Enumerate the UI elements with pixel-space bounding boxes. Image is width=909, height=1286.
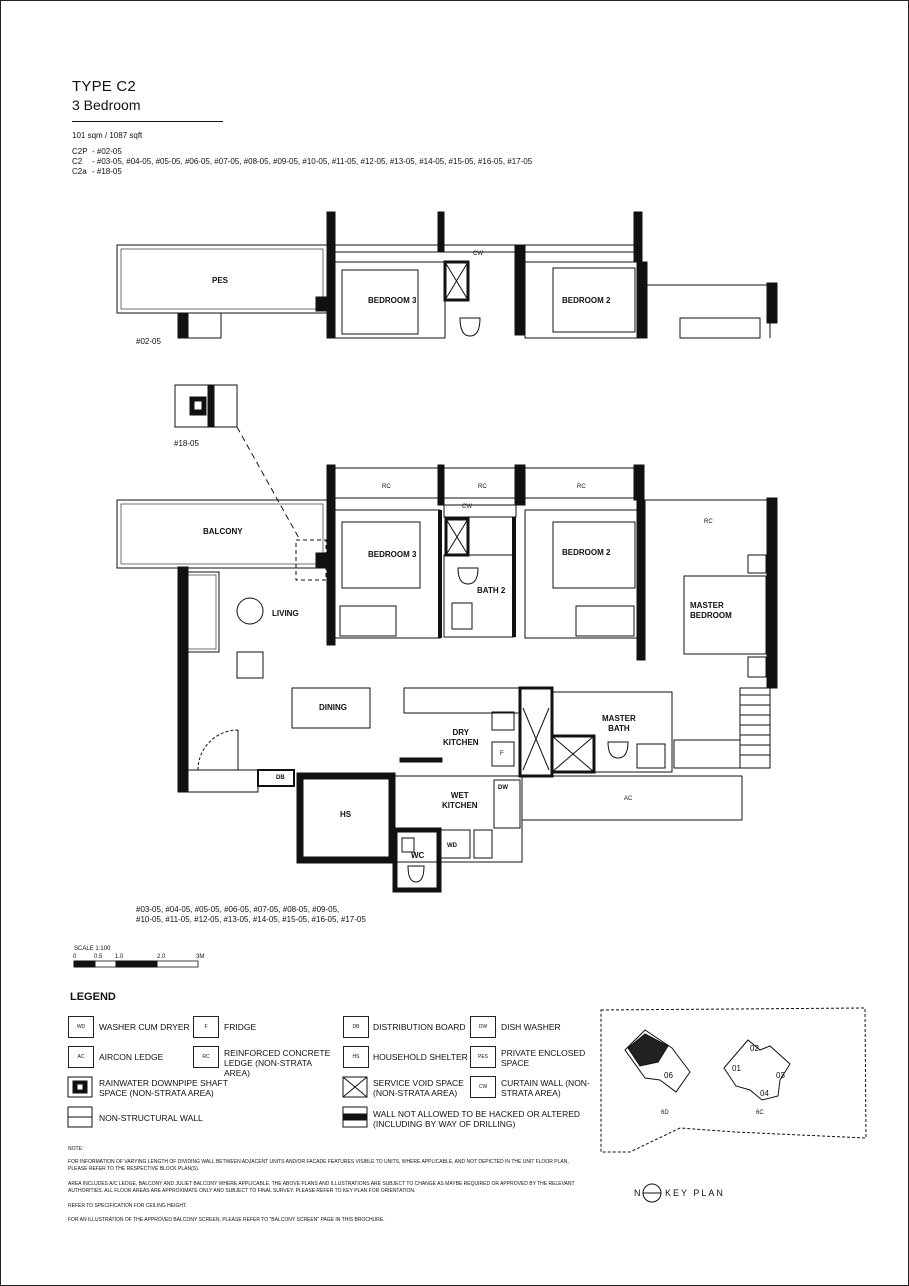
legend-symbol-db: DB: [343, 1016, 369, 1038]
note-2: AREA INCLUDES A/C LEDGE, BALCONY AND JULIET BALCONY WHERE APPLICABLE. THE ABOVE PLANS AND ILLUSTRATIONS ARE SUBJECT TO CHANGE AS MAYBE REQUIRED OR APPROVED BY THE RELEVANT AUTHORITIES. ALL FLOOR AREAS ARE APPROXIMATE ONLY AND SUBJECT TO FINAL SURVEY. PLEASE REFER TO KEY PLAN FOR ORIENTATION.: [68, 1181, 575, 1194]
label-fridge: F: [500, 751, 504, 757]
scale-tick: 0: [73, 954, 77, 960]
label-bedroom2: BEDROOM 2: [562, 548, 611, 557]
label-bath2: BATH 2: [477, 586, 506, 595]
label-wc: WC: [411, 851, 425, 860]
key-unit-04: 04: [760, 1089, 769, 1098]
legend-label-no-hack-wall: WALL NOT ALLOWED TO BE HACKED OR ALTERED (INCLUDING BY WAY OF DRILLING): [373, 1109, 581, 1129]
label-dry-kitchen: DRY KITCHEN: [443, 728, 479, 747]
key-unit-06: 06: [664, 1071, 673, 1080]
label-unit-1805: #18-05: [174, 439, 199, 448]
label-rc-1: RC: [382, 484, 391, 490]
legend-label-f: FRIDGE: [224, 1022, 257, 1032]
variant-row: C2 - #03-05, #04-05, #05-05, #06-05, #07-05, #08-05, #09-05, #10-05, #11-05, #12-05, #13-05, #14-05, #15-05, #16-05, #17-05: [72, 157, 533, 166]
plan-0205: [117, 212, 777, 338]
label-balcony: BALCONY: [203, 527, 243, 536]
legend-label-service-void: SERVICE VOID SPACE (NON-STRATA AREA): [373, 1078, 464, 1098]
legend-label-downpipe: RAINWATER DOWNPIPE SHAFT SPACE (NON-STRATA AREA): [99, 1078, 228, 1098]
variant-row: C2P - #02-05: [72, 147, 122, 156]
plan-1805-inset: [175, 385, 300, 540]
label-wd: WD: [447, 843, 457, 849]
key-unit-03: 03: [776, 1071, 785, 1080]
label-bedroom3-0205: BEDROOM 3: [368, 296, 417, 305]
key-unit-02: 02: [750, 1044, 759, 1053]
legend-label-dw: DISH WASHER: [501, 1022, 561, 1032]
note-4: FOR AN ILLUSTRATION OF THE APPROVED BALCONY SCREEN, PLEASE REFER TO "BALCONY SCREEN" PAGE IN THIS BROCHURE.: [68, 1217, 385, 1223]
scale-bar: [74, 961, 198, 967]
scale-label: SCALE 1:100: [74, 946, 111, 952]
unit-area: 101 sqm / 1087 sqft: [72, 131, 143, 140]
key-plan: [601, 1008, 866, 1202]
legend-label-non-structural: NON-STRUCTURAL WALL: [99, 1113, 203, 1123]
key-plan-title: KEY PLAN: [665, 1188, 725, 1198]
legend-label-ac: AIRCON LEDGE: [99, 1052, 164, 1062]
scale-tick: 1.0: [115, 954, 124, 960]
legend-symbol-dw: DW: [470, 1016, 496, 1038]
label-wet-kitchen: WET KITCHEN: [442, 791, 478, 810]
label-unit-list: #03-05, #04-05, #05-05, #06-05, #07-05, #08-05, #09-05, #10-05, #11-05, #12-05, #13-05, #14-05, #15-05, #16-05, #17-05: [136, 905, 366, 924]
legend-symbol-cw: CW: [470, 1076, 496, 1098]
note-3: REFER TO SPECIFICATION FOR CEILING HEIGHT.: [68, 1203, 187, 1209]
label-rc-2: RC: [478, 484, 487, 490]
legend-symbol-f: F: [193, 1016, 219, 1038]
label-ac: AC: [624, 796, 633, 802]
legend-label-cw: CURTAIN WALL (NON-STRATA AREA): [501, 1078, 590, 1098]
label-dining: DINING: [319, 703, 347, 712]
unit-type-title: TYPE C2: [72, 78, 136, 95]
note-1: FOR INFORMATION OF VARYING LENGTH OF DIVIDING WALL BETWEEN ADJACENT UNITS AND/OR FACADE FEATURES VISIBLE TO UNITS, WHERE APPLICABLE, AND NOT DEPICTED IN THE UNIT FLOOR PLAN, PLEASE REFER TO THE RESPECTIVE BLOCK PLAN(S).: [68, 1159, 569, 1172]
label-bedroom2-0205: BEDROOM 2: [562, 296, 611, 305]
legend-symbol-ac: AC: [68, 1046, 94, 1068]
bedroom-count: 3 Bedroom: [72, 97, 141, 113]
legend-label-db: DISTRIBUTION BOARD: [373, 1022, 466, 1032]
scale-tick: 0.5: [94, 954, 103, 960]
legend-symbol-wd: WD: [68, 1016, 94, 1038]
label-rc-4: RC: [704, 519, 713, 525]
north-arrow-icon: N: [634, 1188, 641, 1198]
key-unit-01: 01: [732, 1064, 741, 1073]
label-dw: DW: [498, 785, 508, 791]
legend-label-wd: WASHER CUM DRYER: [99, 1022, 190, 1032]
key-block-6d: 6D: [661, 1110, 669, 1116]
legend-label-hs: HOUSEHOLD SHELTER: [373, 1052, 468, 1062]
label-unit-0205: #02-05: [136, 337, 161, 346]
legend-symbol-pes: PES: [470, 1046, 496, 1068]
label-rc-3: RC: [577, 484, 586, 490]
label-cw-0205: CW: [473, 251, 483, 257]
label-bedroom3: BEDROOM 3: [368, 550, 417, 559]
label-db: DB: [276, 775, 285, 781]
label-cw: CW: [462, 504, 472, 510]
legend-symbol-hs: HS: [343, 1046, 369, 1068]
notes-heading: NOTE:: [68, 1146, 84, 1152]
label-hs: HS: [340, 810, 352, 819]
label-pes: PES: [212, 276, 229, 285]
legend-label-pes: PRIVATE ENCLOSED SPACE: [501, 1048, 586, 1068]
legend-symbol-rc: RC: [193, 1046, 219, 1068]
label-living: LIVING: [272, 609, 299, 618]
legend-heading: LEGEND: [70, 991, 116, 1003]
scale-tick: 3M: [196, 954, 205, 960]
legend-label-rc: REINFORCED CONCRETE LEDGE (NON-STRATA AREA): [224, 1048, 331, 1078]
key-block-6c: 6C: [756, 1110, 764, 1116]
variant-row: C2a - #18-05: [72, 167, 122, 176]
label-master-bedroom: MASTER BEDROOM: [690, 601, 732, 620]
label-master-bath: MASTER BATH: [602, 714, 636, 733]
scale-tick: 2.0: [157, 954, 166, 960]
